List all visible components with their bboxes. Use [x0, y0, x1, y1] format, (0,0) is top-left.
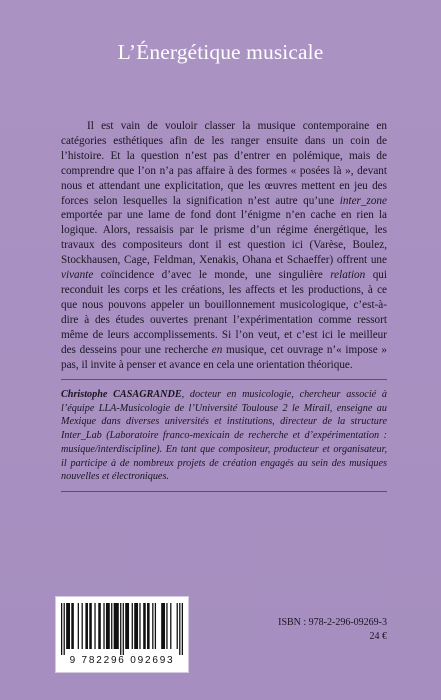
isbn-text: ISBN : 978-2-296-09269-3	[278, 617, 387, 628]
barcode-guard-bar	[120, 603, 121, 655]
barcode-digits: 9 782296 092693	[69, 655, 175, 666]
summary-part-1: Il est vain de vouloir classer la musique contemporaine en catégories esthétiques afin de les ranger ensuite dans un coin de l’histoire. Et la question n’est pas d’entrer en polémique, mais de comprendre que l’on n’a pas affaire à des formes « posées là », devant nous et attendant une explicitation, que les œuvres mettent en jeu des forces selon lesquelles la signification n’est autre qu’une	[61, 120, 387, 207]
barcode-bar	[147, 603, 150, 649]
price-text: 24 €	[369, 631, 387, 642]
barcode-guard-bar	[123, 603, 124, 655]
summary-text	[61, 119, 387, 372]
barcode-bar	[111, 603, 112, 649]
author-bio-text: , docteur en musicologie, chercheur associé à l’équipe LLA-Musicologie de l’Université Toulouse 2 le Mirail, enseigne au Mexique dans diverses universités et institutions, directeur de la structure Inter_Lab (Laboratoire franco-mexicain de recherche et d’expérimentation : musique/interdiscipline). En tant que compositeur, producteur et organisateur, il participe à de nombreux projets de création engagés au sein des musiques nouvelles et électroniques.	[61, 389, 387, 483]
author-name: Christophe CASAGRANDE	[61, 389, 182, 400]
barcode-box	[55, 596, 189, 673]
barcode-bar	[71, 603, 74, 649]
barcode-bar	[114, 603, 119, 649]
section-divider-bottom	[61, 491, 387, 492]
barcode-graphic	[61, 603, 183, 655]
barcode-bar	[89, 603, 92, 649]
summary-italic-1: inter_zone	[339, 194, 387, 207]
barcode-bar	[82, 603, 83, 649]
summary-part-2: emportée par une lame de fond dont l’énigme n’en cache en rien la logique. Alors, ressaisis par le prisme d’un régime énergétique, les travaux des compositeurs dont il est question ici (Varèse, Boulez, Stockhausen, Cage, Feldman, Xenakis, Ohana et Schaeffer) offrent une	[61, 209, 387, 267]
barcode-bar	[78, 603, 79, 649]
summary-paragraph	[61, 119, 387, 372]
barcode-bar	[125, 603, 129, 649]
barcode-bar	[155, 603, 156, 649]
barcode-bar	[152, 603, 153, 649]
barcode-guard-bar	[64, 603, 65, 655]
summary-part-3: coïncidence d’avec le monde, une singulière	[93, 269, 331, 282]
barcode-guard-bar	[179, 603, 180, 655]
summary-part-5: musique, cet ouvrage n’« impose » pas, il invite à penser et avance en cela une orientation théorique.	[61, 343, 388, 371]
barcode-bar	[66, 603, 70, 649]
barcode-bar	[134, 603, 138, 649]
barcode-bar	[103, 603, 104, 649]
barcode-guard-bar	[61, 603, 62, 655]
barcode-bar	[143, 603, 146, 649]
barcode-guard-bar	[182, 603, 183, 655]
barcode-bar	[166, 603, 167, 649]
summary-italic-2: vivante	[61, 269, 94, 282]
barcode-bar	[98, 603, 101, 649]
summary-part-4: qui reconduit les corps et les créations, les affects et les productions, à ce que nous pouvons appeler un bouillonnement musicologique, c’est-à-dire à des études ouvertes prenant l’expérimentation comme ressort même de leurs accomplissements. Si l’on veut, et c’est ici le meilleur des desseins pour une recherche	[61, 269, 387, 356]
barcode-bar	[139, 603, 140, 649]
author-bio	[61, 388, 387, 484]
summary-italic-4: en	[211, 343, 223, 356]
barcode-bar	[161, 603, 165, 649]
book-title: L’Énergétique musicale	[117, 40, 324, 64]
barcode-bar	[106, 603, 110, 649]
barcode-bar	[132, 603, 133, 649]
barcode-bar	[94, 603, 95, 649]
barcode-bar	[170, 603, 171, 649]
barcode-bar	[177, 603, 178, 649]
summary-italic-3: relation	[330, 269, 366, 282]
section-divider-top	[61, 379, 387, 380]
barcode-bar	[85, 603, 88, 649]
